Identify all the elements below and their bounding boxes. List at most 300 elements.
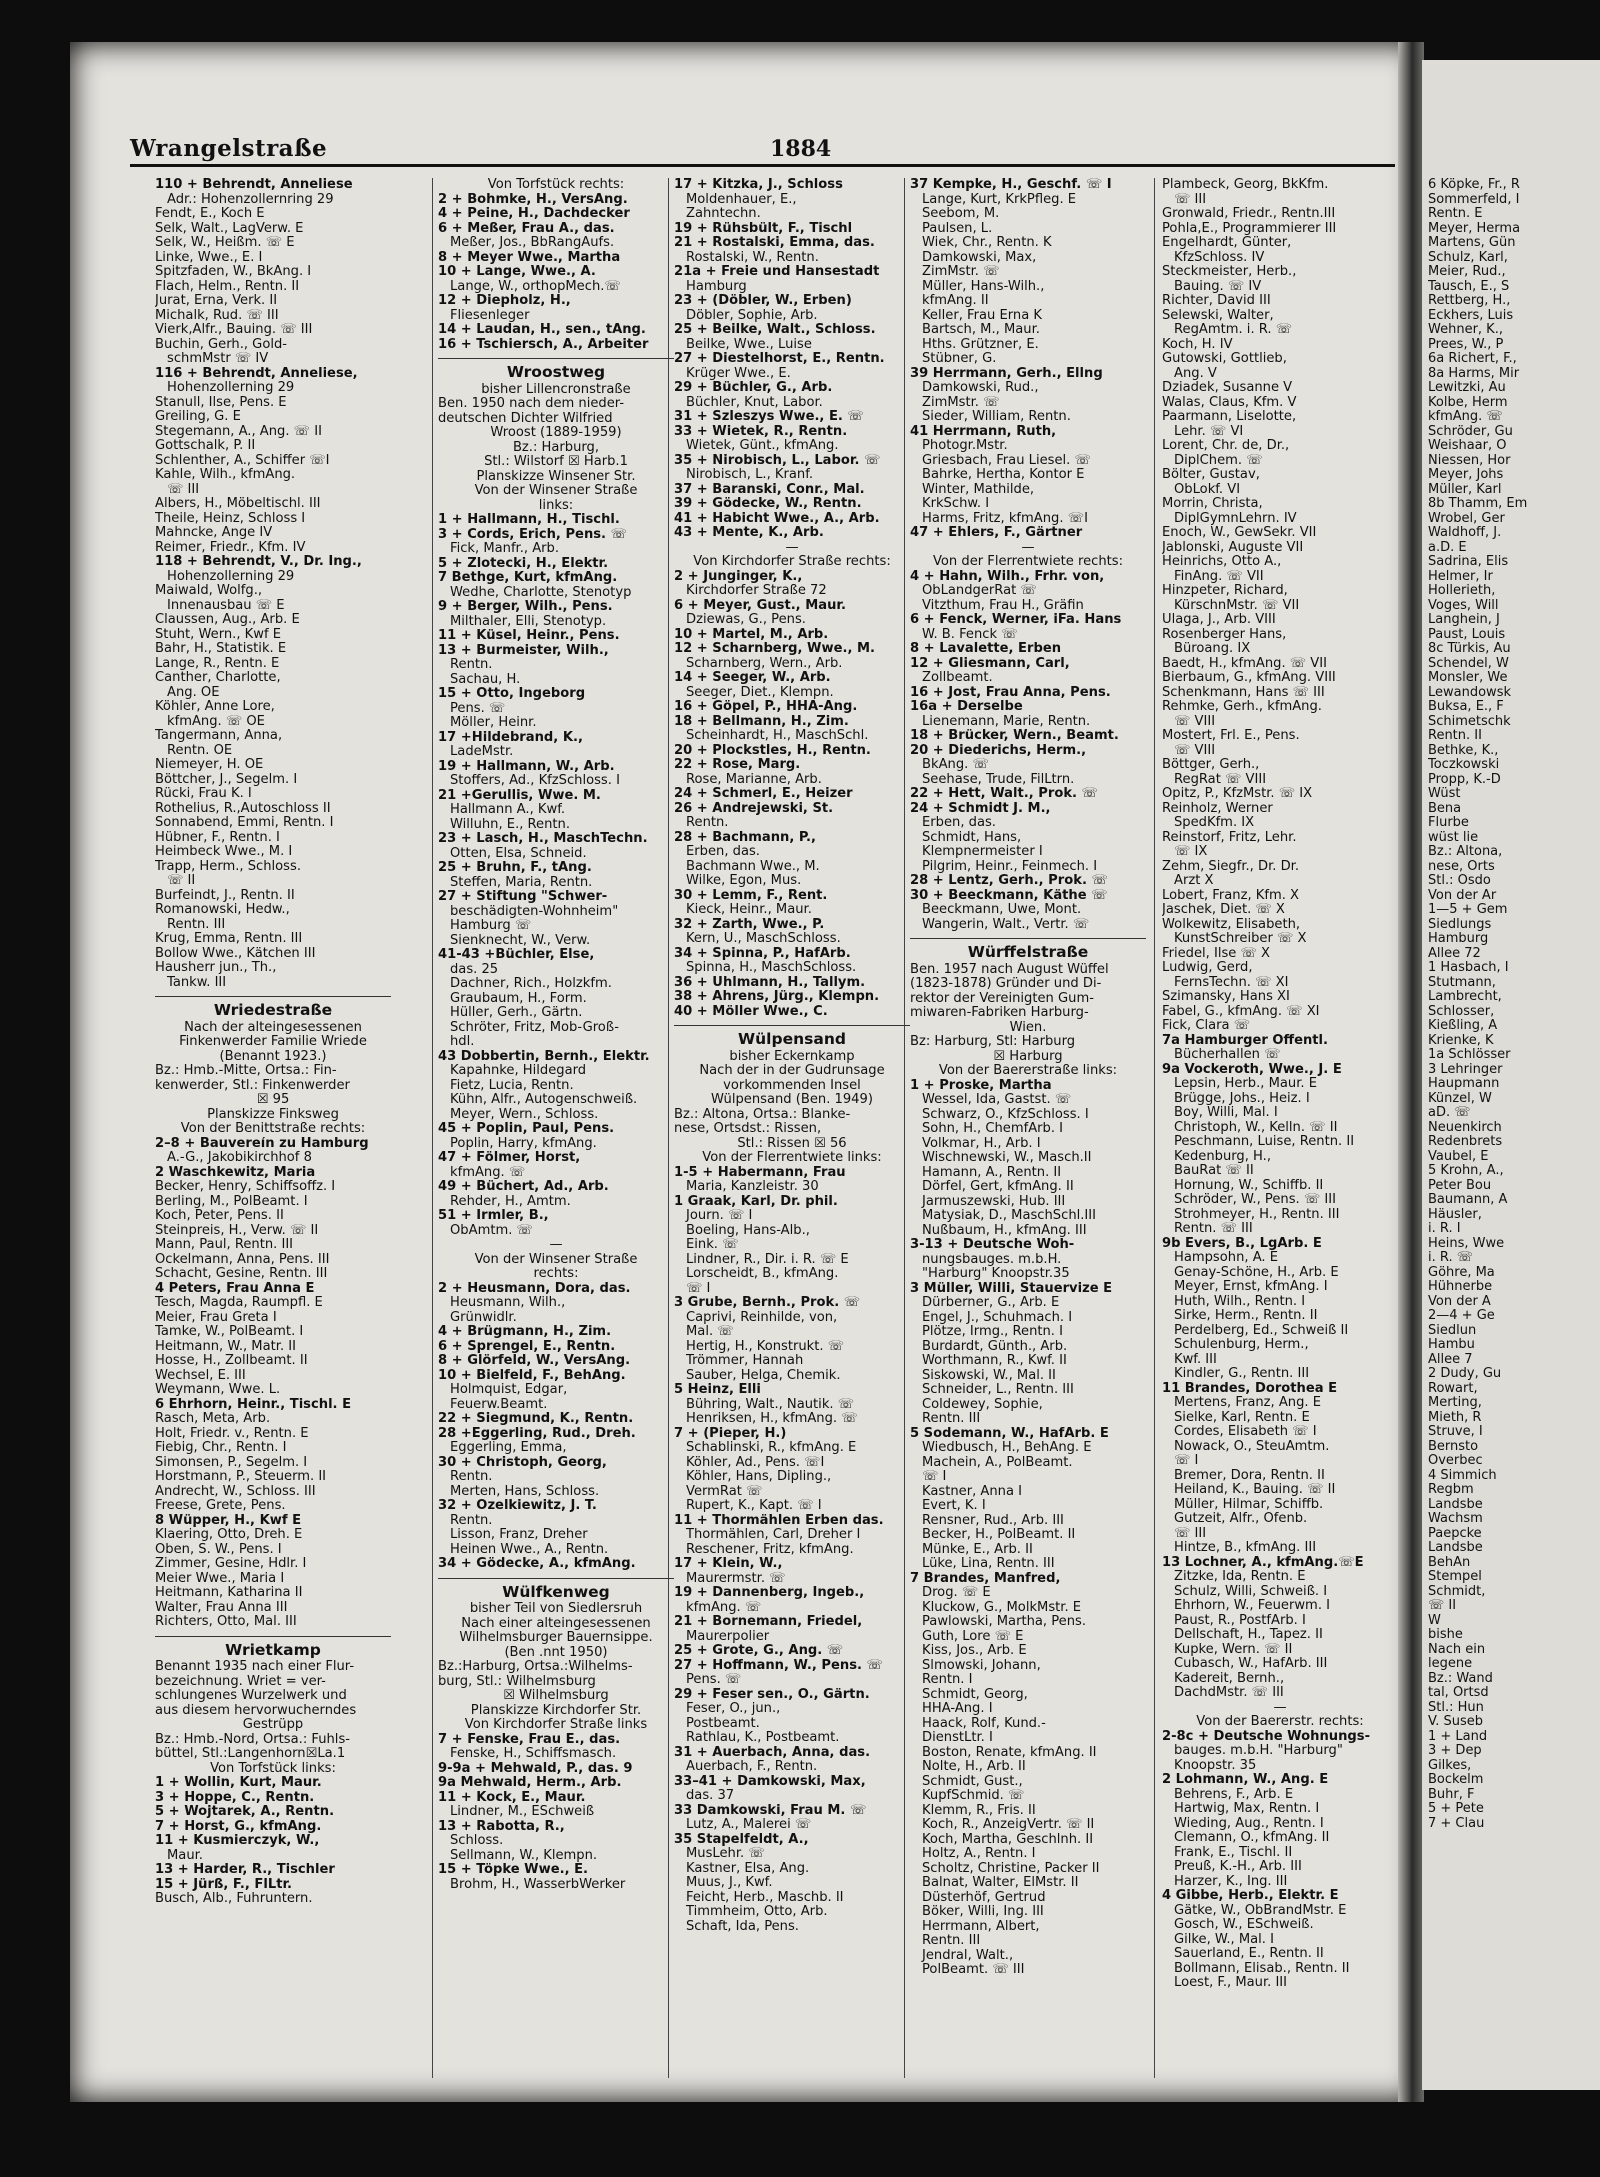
book-gutter — [1398, 42, 1424, 2102]
directory-entry: Baedt, H., kfmAng. ☏ VII — [1162, 656, 1327, 671]
facing-page-entry: 4 Simmich — [1428, 1468, 1497, 1483]
directory-entry: Bollow Wwe., Kätchen III — [155, 946, 316, 961]
facing-page-entry: a.D. E — [1428, 540, 1467, 555]
directory-entry: Reinstorf, Fritz, Lehr. — [1162, 830, 1297, 845]
directory-entry: RegAmtm. i. R. ☏ — [1174, 323, 1293, 337]
directory-entry: Zitzke, Ida, Rentn. E — [1174, 1570, 1306, 1584]
directory-entry: Dachner, Rich., Holzkfm. — [450, 977, 612, 991]
directory-entry: Rentn. OE — [167, 743, 233, 758]
directory-entry: DiplGymnLehrn. IV — [1174, 511, 1297, 526]
directory-entry: Hamburg ☏ — [450, 919, 532, 933]
directory-entry: Enoch, W., GewSekr. VII — [1162, 526, 1317, 540]
directory-entry: ☒ Wilhelmsburg — [503, 1689, 609, 1703]
facing-page-entry: Bethke, K., — [1428, 743, 1499, 758]
directory-entry: 13 + Burmeister, Wilh., — [438, 643, 609, 658]
directory-entry: 49 + Büchert, Ad., Arb. — [438, 1180, 609, 1194]
directory-entry: Nußbaum, H., kfmAng. III — [922, 1223, 1087, 1238]
directory-entry: (Ben .nnt 1950) — [504, 1645, 608, 1660]
directory-entry: Herrmann, Albert, — [922, 1919, 1040, 1934]
facing-page-entry: Weishaar, O — [1428, 439, 1507, 453]
directory-entry: Lange, R., Rentn. E — [155, 656, 280, 671]
directory-entry: Döbler, Sophie, Arb. — [686, 308, 818, 323]
directory-entry: Stl.: Wilstorf ☒ Harb.1 — [484, 455, 628, 469]
directory-entry: ☏ III — [1174, 1526, 1207, 1541]
facing-page-entry: Schulz, Karl, — [1428, 250, 1508, 265]
street-heading: Wrietkamp — [155, 1636, 391, 1658]
directory-entry: Vierk,Alfr., Bauing. ☏ III — [155, 323, 313, 337]
directory-entry: Jurat, Erna, Verk. II — [155, 294, 278, 308]
directory-entry: Schloss. — [450, 1834, 504, 1848]
directory-column-5 — [1162, 178, 1398, 2078]
directory-entry: 27 + Stiftung "Schwer- — [438, 890, 608, 904]
directory-entry: Walas, Claus, Kfm. V — [1162, 395, 1297, 410]
directory-entry: Wangerin, Walt., Vertr. ☏ — [922, 917, 1090, 932]
directory-entry: Mahncke, Ange IV — [155, 526, 273, 540]
directory-entry: Arzt X — [1174, 874, 1214, 888]
directory-entry: Kindler, G., Rentn. III — [1174, 1367, 1310, 1381]
facing-page-entry: Neuenkirch — [1428, 1120, 1502, 1135]
directory-entry: Adr.: Hohenzollernring 29 — [167, 192, 334, 207]
facing-page-entry: Allee 72 — [1428, 946, 1481, 961]
directory-entry: 41 Herrmann, Ruth, — [910, 424, 1057, 439]
directory-entry: 11 + Kock, E., Maur. — [438, 1790, 586, 1805]
directory-entry: 37 Kempke, H., Geschf. ☏ I — [910, 178, 1112, 192]
directory-entry: Kastner, Anna I — [922, 1484, 1022, 1499]
directory-entry: Bz.:Harburg, Ortsa.:Wilhelms- — [438, 1660, 633, 1674]
directory-entry: 9b Evers, B., LgArb. E — [1162, 1236, 1322, 1251]
directory-entry: 24 + Schmerl, E., Heizer — [674, 787, 853, 801]
directory-entry: 15 + Töpke Wwe., E. — [438, 1863, 589, 1877]
facing-page-entry: Rowart, — [1428, 1381, 1478, 1396]
directory-entry: — — [1273, 1700, 1287, 1715]
directory-entry: 22 + Hett, Walt., Prok. ☏ — [910, 787, 1098, 801]
facing-page-entry: Kolbe, Herm — [1428, 395, 1508, 410]
facing-page-entry: 1a Schlösser — [1428, 1048, 1511, 1062]
directory-entry: Vitzthum, Frau H., Gräfin — [922, 598, 1084, 613]
directory-entry: Bühring, Walt., Nautik. ☏ — [686, 1397, 855, 1412]
directory-entry: 116 + Behrendt, Anneliese, — [155, 366, 358, 381]
directory-entry: Hosse, H., Zollbeamt. II — [155, 1354, 308, 1368]
directory-entry: Wedhe, Charlotte, Stenotyp — [450, 585, 632, 600]
directory-entry: bisher Teil von Siedlersruh — [469, 1602, 643, 1616]
directory-entry: 10 + Lange, Wwe., A. — [438, 265, 596, 279]
directory-entry: Schneider, L., Rentn. III — [922, 1383, 1074, 1397]
directory-entry: 30 + Christoph, Georg, — [438, 1455, 607, 1470]
directory-entry: 31 + Auerbach, Anna, das. — [674, 1745, 871, 1760]
directory-entry: 4 + Brügmann, H., Zim. — [438, 1325, 612, 1339]
directory-entry: A.-G., Jakobikirchhof 8 — [167, 1151, 312, 1165]
directory-entry: Rentn. — [450, 1470, 493, 1484]
facing-page-entry: 8c Türkis, Au — [1428, 642, 1511, 656]
directory-entry: Von der Baererstr. rechts: — [1196, 1715, 1364, 1729]
directory-entry: 8 + Glörfeld, W., VersAng. — [438, 1354, 631, 1368]
directory-entry: Nowack, O., SteuAmtm. — [1174, 1439, 1330, 1454]
directory-entry: Machein, A., PolBeamt. — [922, 1455, 1073, 1470]
directory-entry: Albers, H., Möbeltischl. III — [155, 497, 321, 511]
directory-entry: Spinna, H., MaschSchloss. — [686, 961, 857, 975]
directory-entry: kfmAng. ☏ OE — [167, 714, 265, 729]
facing-page-entry: Merting, — [1428, 1396, 1482, 1410]
directory-entry: Lorent, Chr. de, Dr., — [1162, 439, 1290, 453]
directory-entry: 6 + Sprengel, E., Rentn. — [438, 1339, 616, 1354]
directory-entry: DachdMstr. ☏ III — [1174, 1686, 1284, 1700]
directory-entry: Hampsohn, A. E — [1174, 1251, 1279, 1265]
facing-page-entry: Wehner, K., — [1428, 323, 1503, 337]
directory-entry: bezeichnung. Wriet = ver- — [155, 1674, 326, 1689]
facing-page-entry: Rettberg, H., — [1428, 294, 1511, 308]
directory-entry: 17 + Kitzka, J., Schloss — [674, 178, 843, 192]
directory-entry: Rostalski, W., Rentn. — [686, 250, 819, 265]
directory-entry: Heiland, K., Bauing. ☏ II — [1174, 1483, 1336, 1497]
directory-entry: Busch, Alb., Fuhruntern. — [155, 1892, 313, 1906]
directory-entry: Reinholz, Werner — [1162, 801, 1273, 816]
directory-entry: ☏ IX — [1174, 845, 1208, 859]
directory-entry: 30 + Lemm, F., Rent. — [674, 888, 828, 903]
facing-page-entry: aD. ☏ — [1428, 1106, 1471, 1120]
directory-entry: Ben. 1950 nach dem nieder- — [438, 397, 625, 411]
directory-entry: Opitz, P., KfzMstr. ☏ IX — [1162, 787, 1313, 801]
facing-page-entry: Bockelm — [1428, 1773, 1484, 1787]
directory-entry: Keller, Frau Erna K — [922, 308, 1042, 323]
directory-entry: Bz.: Altona, Ortsa.: Blanke- — [674, 1107, 851, 1122]
directory-entry: 28 + Bachmann, P., — [674, 830, 817, 845]
directory-entry: kfmAng. ☏ — [686, 1600, 762, 1615]
directory-entry: links: — [538, 498, 574, 513]
directory-entry: Hartwig, Max, Rentn. I — [1174, 1802, 1320, 1816]
directory-entry: HHA-Ang. I — [922, 1702, 993, 1716]
facing-page-entry: Lewandowsk — [1428, 685, 1511, 700]
facing-page-entry: Toczkowski — [1428, 758, 1500, 772]
directory-entry: 6 Ehrhorn, Heinr., Tischl. E — [155, 1397, 352, 1412]
directory-entry: Szimansky, Hans XI — [1162, 990, 1290, 1004]
directory-entry: Andrecht, W., Schloss. III — [155, 1484, 316, 1499]
directory-entry: aus diesem hervorwucherndes — [155, 1703, 357, 1718]
directory-entry: Seehase, Trude, FilLtrn. — [922, 772, 1075, 787]
street-heading: Wriedestraße — [155, 996, 391, 1018]
directory-entry: DiplChem. ☏ — [1174, 453, 1263, 468]
directory-column-4 — [910, 178, 1146, 2078]
directory-entry: Sellmann, W., Klempn. — [450, 1848, 598, 1863]
directory-entry: Kirchdorfer Straße 72 — [686, 584, 827, 598]
directory-entry: Hübner, F., Rentn. I — [155, 830, 280, 845]
directory-entry: Kastner, Elsa, Ang. — [686, 1861, 810, 1876]
directory-entry: Schröter, Fritz, Mob-Groß- — [450, 1020, 620, 1035]
directory-entry: Holmquist, Edgar, — [450, 1383, 568, 1397]
directory-entry: Rentn. — [686, 816, 729, 830]
directory-entry: Böker, Willi, Ing. III — [922, 1905, 1044, 1919]
directory-entry: Ang. V — [1174, 366, 1217, 381]
directory-entry: Slmowski, Johann, — [922, 1658, 1041, 1673]
directory-entry: Heitmann, Katharina II — [155, 1586, 303, 1600]
facing-page-entry: Sadrina, Elis — [1428, 555, 1509, 569]
directory-entry: Beeckmann, Uwe, Mont. — [922, 903, 1082, 917]
directory-entry: Hüller, Gerh., Gärtn. — [450, 1006, 583, 1020]
directory-entry: — — [1021, 540, 1035, 555]
facing-page-entry: Landsbe — [1428, 1541, 1483, 1555]
facing-page-entry: Monsler, We — [1428, 671, 1508, 685]
directory-entry: Selk, W., Heißm. ☏ E — [155, 236, 295, 250]
directory-entry: Büroang. IX — [1174, 642, 1251, 656]
directory-entry: FernsTechn. ☏ XI — [1174, 975, 1289, 990]
directory-entry: Meßer, Jos., BbRangAufs. — [450, 236, 615, 250]
directory-entry: Brohm, H., WasserbWerker — [450, 1877, 626, 1892]
directory-entry: Lange, Kurt, KrkPfleg. E — [922, 192, 1077, 207]
directory-entry: 1 + Hallmann, H., Tischl. — [438, 513, 620, 527]
directory-entry: hdl. — [450, 1035, 475, 1049]
directory-entry: 14 + Seeger, W., Arb. — [674, 671, 831, 685]
facing-page-entry: Paust, Louis — [1428, 627, 1506, 642]
directory-entry: Pilgrim, Heinr., Feinmech. I — [922, 859, 1098, 874]
directory-entry: Hertig, H., Konstrukt. ☏ — [686, 1339, 845, 1354]
directory-entry: schlungenes Wurzelwerk und — [155, 1689, 347, 1703]
facing-page-entry: Von der Ar — [1428, 888, 1497, 903]
directory-entry: Tangermann, Anna, — [155, 729, 283, 743]
directory-entry: 41 + Habicht Wwe., A., Arb. — [674, 511, 880, 526]
directory-entry: Maurermstr. ☏ — [686, 1571, 786, 1586]
facing-page-entry: tal, Ortsd — [1428, 1686, 1489, 1700]
facing-page-entry: Bernsto — [1428, 1439, 1479, 1454]
directory-entry: 20 + Diederichs, Herm., — [910, 743, 1087, 758]
directory-entry: Paust, R., PostfArb. I — [1174, 1613, 1306, 1628]
facing-page-entry: Nach ein — [1428, 1642, 1486, 1657]
directory-entry: 45 + Poplin, Paul, Pens. — [438, 1122, 615, 1136]
facing-page-entry: Wüst — [1428, 787, 1461, 801]
directory-entry: Becker, Henry, Schiffsoffz. I — [155, 1180, 336, 1194]
directory-entry: 43 + Mente, K., Arb. — [674, 526, 824, 540]
directory-entry: 37 + Baranski, Conr., Mal. — [674, 482, 865, 497]
directory-entry: Flach, Helm., Rentn. II — [155, 279, 300, 294]
directory-entry: Kwf. III — [1174, 1352, 1217, 1367]
facing-page-entry: Eckhers, Luis — [1428, 308, 1514, 323]
directory-entry: Sachau, H. — [450, 672, 521, 687]
directory-entry: Von der Winsener Straße — [474, 484, 638, 498]
directory-entry: (Benannt 1923.) — [219, 1049, 327, 1064]
directory-entry: Dziewas, G., Pens. — [686, 613, 806, 627]
directory-entry: 7 Bethge, Kurt, kfmAng. — [438, 571, 618, 585]
directory-entry: Plötze, Irmg., Rentn. I — [922, 1325, 1063, 1339]
directory-entry: Canther, Charlotte, — [155, 671, 281, 685]
directory-entry: Jaschek, Diet. ☏ X — [1162, 903, 1285, 917]
directory-entry: ZimMstr. ☏ — [922, 395, 1000, 410]
directory-entry: Henriksen, H., kfmAng. ☏ — [686, 1412, 858, 1426]
facing-page-entry: Rentn. E — [1428, 207, 1483, 221]
directory-entry: Gestrüpp — [242, 1718, 304, 1732]
facing-page-entry: Müller, Karl — [1428, 482, 1502, 497]
directory-entry: Kiss, Jos., Arb. E — [922, 1644, 1027, 1658]
directory-entry: Feser, O., jun., — [686, 1702, 781, 1716]
directory-entry: Münke, E., Arb. II — [922, 1542, 1033, 1557]
directory-entry: Kieck, Heinr., Maur. — [686, 903, 812, 917]
directory-entry: Rothelius, R.,Autoschloss II — [155, 801, 331, 816]
directory-entry: Spitzfaden, W., BkAng. I — [155, 265, 312, 279]
directory-entry: 47 + Fölmer, Horst, — [438, 1151, 581, 1165]
facing-page-entry: Wrobel, Ger — [1428, 511, 1505, 526]
directory-entry: 1-5 + Habermann, Frau — [674, 1165, 846, 1180]
column-divider — [432, 178, 433, 2078]
directory-entry: 2 + Bohmke, H., VersAng. — [438, 192, 628, 207]
directory-entry: Poplin, Harry, kfmAng. — [450, 1136, 597, 1151]
directory-entry: Klempnermeister I — [922, 845, 1043, 859]
directory-entry: Köhler, Hans, Dipling., — [686, 1470, 832, 1484]
directory-entry: Muus, J., Kwf. — [686, 1876, 773, 1890]
directory-entry: Bücherhallen ☏ — [1174, 1048, 1281, 1062]
directory-entry: Paulsen, L. — [922, 221, 993, 236]
directory-entry: — — [549, 1238, 563, 1252]
directory-entry: 13 + Rabotta, R., — [438, 1819, 565, 1834]
directory-entry: Coldewey, Sophie, — [922, 1397, 1043, 1412]
directory-entry: Maria, Kanzleistr. 30 — [686, 1180, 819, 1194]
directory-entry: Krüger Wwe., E. — [686, 366, 791, 381]
directory-entry: Preuß, K.-H., Arb. III — [1174, 1860, 1302, 1874]
directory-entry: Sauerland, E., Rentn. II — [1174, 1947, 1324, 1961]
directory-entry: 23 + (Döbler, W., Erben) — [674, 294, 852, 308]
directory-entry: Nach der in der Gudrunsage — [699, 1064, 885, 1078]
directory-entry: Dellschaft, H., Tapez. II — [1174, 1628, 1323, 1642]
directory-entry: Burfeindt, J., Rentn. II — [155, 888, 295, 903]
directory-entry: 1 + Proske, Martha — [910, 1078, 1052, 1093]
directory-entry: Boston, Renate, kfmAng. II — [922, 1745, 1097, 1760]
directory-entry: 6 + Meßer, Frau A., das. — [438, 221, 615, 236]
facing-page-entry: Siedlun — [1428, 1323, 1477, 1338]
directory-entry: Reimer, Friedr., Kfm. IV — [155, 540, 306, 555]
facing-page-entry: Schlosser, — [1428, 1004, 1495, 1019]
facing-page — [1422, 60, 1600, 2090]
facing-page-entry: Mieth, R — [1428, 1410, 1482, 1425]
facing-page-entry: 2—4 + Ge — [1428, 1309, 1495, 1323]
facing-page-entry: Hambu — [1428, 1338, 1475, 1352]
facing-page-entry: wüst lie — [1428, 830, 1479, 845]
facing-page-entry: 3 + Dep — [1428, 1744, 1482, 1758]
directory-entry: Weymann, Wwe. L. — [155, 1383, 281, 1397]
directory-entry: Beilke, Wwe., Luise — [686, 337, 812, 352]
directory-entry: 11 + Kusmierczyk, W., — [155, 1834, 320, 1848]
directory-entry: 9-9a + Mehwald, P., das. 9 — [438, 1761, 633, 1776]
directory-entry: Klaering, Otto, Dreh. E — [155, 1528, 303, 1542]
directory-entry: 110 + Behrendt, Anneliese — [155, 178, 353, 192]
directory-entry: Lindner, M., ESchweiß — [450, 1805, 595, 1819]
directory-entry: Volkmar, H., Arb. I — [922, 1136, 1041, 1151]
directory-entry: 4 Peters, Frau Anna E — [155, 1281, 315, 1296]
directory-entry: 21 + Rostalski, Emma, das. — [674, 236, 875, 250]
directory-entry: 27 + Hoffmann, W., Pens. ☏ — [674, 1658, 883, 1673]
directory-entry: 51 + Irmler, B., — [438, 1209, 549, 1223]
directory-entry: Bahr, H., Statistik. E — [155, 642, 287, 656]
street-heading: Wülfkenweg — [438, 1578, 674, 1600]
directory-entry: Kern, U., MaschSchloss. — [686, 932, 841, 946]
directory-entry: Berling, M., PolBeamt. I — [155, 1194, 308, 1209]
directory-entry: Schenkmann, Hans ☏ III — [1162, 685, 1325, 700]
directory-entry: Clemann, O., kfmAng. II — [1174, 1831, 1330, 1845]
directory-entry: 38 + Ahrens, Jürg., Klempn. — [674, 990, 880, 1004]
directory-entry: Koch, Peter, Pens. II — [155, 1209, 284, 1223]
directory-entry: SpedKfm. IX — [1174, 816, 1255, 830]
directory-entry: Lehr. ☏ VI — [1174, 424, 1244, 439]
directory-entry: Müller, Hilmar, Schiffb. — [1174, 1497, 1324, 1512]
directory-entry: Balnat, Walter, ElMstr. II — [922, 1876, 1079, 1890]
directory-entry: Fabel, G., kfmAng. ☏ XI — [1162, 1004, 1320, 1019]
facing-page-entry: Helmer, Ir — [1428, 569, 1493, 584]
facing-page-entry: 1 + Land — [1428, 1729, 1488, 1744]
directory-entry: Harzer, K., Ing. III — [1174, 1874, 1288, 1889]
directory-entry: Sauber, Helga, Chemik. — [686, 1368, 841, 1383]
directory-entry: Holtz, A., Rentn. I — [922, 1847, 1036, 1861]
directory-entry: Gätke, W., ObBrandMstr. E — [1174, 1903, 1347, 1918]
facing-page-entry: Redenbrets — [1428, 1135, 1503, 1149]
directory-entry: Bz.: Hmb.-Mitte, Ortsa.: Fin- — [155, 1064, 337, 1078]
directory-entry: 47 + Ehlers, F., Gärtner — [910, 526, 1083, 540]
directory-entry: Steffen, Maria, Rentn. — [450, 875, 593, 890]
directory-entry: 33 Damkowski, Frau M. ☏ — [674, 1803, 867, 1818]
directory-entry: Bz.: Hmb.-Nord, Ortsa.: Fuhls- — [155, 1732, 350, 1747]
directory-entry: 22 + Siegmund, K., Rentn. — [438, 1412, 634, 1426]
directory-entry: Siskowski, W., Mal. II — [922, 1368, 1056, 1383]
directory-entry: Von der Flerrentwiete links: — [702, 1151, 882, 1165]
directory-entry: Dörfel, Gert, kfmAng. II — [922, 1180, 1074, 1194]
directory-entry: Seebom, M. — [922, 207, 1000, 221]
directory-entry: Krug, Emma, Rentn. III — [155, 932, 303, 946]
directory-entry: schmMstr ☏ IV — [167, 352, 269, 366]
facing-page-entry: Lewitzki, Au — [1428, 381, 1506, 395]
directory-entry: ☏ VIII — [1174, 714, 1216, 729]
directory-entry: Thormählen, Carl, Dreher I — [686, 1528, 861, 1542]
directory-entry: Rentn. — [450, 658, 493, 672]
facing-page-entry: 8b Thamm, Em — [1428, 497, 1528, 511]
directory-entry: 8 Wüpper, H., Kwf E — [155, 1513, 302, 1528]
directory-entry: 12 + Gliesmann, Carl, — [910, 656, 1070, 671]
facing-page-entry: Meier, Rud., — [1428, 265, 1506, 279]
directory-entry: Hausherr jun., Th., — [155, 961, 277, 975]
directory-entry: 16a + Derselbe — [910, 700, 1023, 714]
directory-entry: büttel, Stl.:Langenhorn☒La.1 — [155, 1747, 346, 1761]
directory-entry: Genay-Schöne, H., Arb. E — [1174, 1265, 1339, 1280]
directory-entry: Rentn. ☏ III — [1174, 1222, 1253, 1236]
directory-entry: DienstLtr. I — [922, 1731, 993, 1745]
facing-page-entry: i. R. I — [1428, 1222, 1461, 1236]
directory-entry: Ben. 1957 nach August Wüffel — [910, 962, 1109, 977]
directory-entry: Richters, Otto, Mal. III — [155, 1615, 297, 1629]
directory-entry: Steinpreis, H., Verw. ☏ II — [155, 1223, 319, 1238]
facing-page-entry: BehAn — [1428, 1555, 1471, 1570]
facing-page-entry: Overbec — [1428, 1454, 1483, 1468]
directory-entry: Mal. ☏ — [686, 1325, 734, 1339]
directory-entry: Tesch, Magda, Raumpfl. E — [155, 1296, 323, 1310]
directory-entry: Pens. ☏ — [686, 1673, 742, 1687]
facing-page-entry: Bena — [1428, 801, 1462, 816]
directory-entry: 22 + Rose, Marg. — [674, 758, 801, 772]
directory-entry: Niemeyer, H. OE — [155, 758, 264, 772]
directory-entry: kfmAng. II — [922, 294, 989, 308]
directory-entry: 40 + Möller Wwe., C. — [674, 1004, 828, 1019]
directory-entry: Meyer, Wern., Schloss. — [450, 1107, 599, 1122]
directory-entry: Wilke, Egon, Mus. — [686, 874, 802, 888]
directory-entry: Walter, Frau Anna III — [155, 1600, 288, 1615]
directory-entry: 2-8c + Deutsche Wohnungs- — [1162, 1729, 1371, 1744]
directory-entry: Gutowski, Gottlieb, — [1162, 352, 1287, 366]
directory-entry: Graubaum, H., Form. — [450, 991, 587, 1006]
facing-page-entry: Voges, Will — [1428, 598, 1499, 613]
directory-entry: Fick, Clara ☏ — [1162, 1019, 1251, 1033]
facing-page-entry: Langhein, J — [1428, 613, 1500, 627]
directory-entry: Heitmann, W., Matr. II — [155, 1339, 296, 1354]
directory-entry: Romanowski, Hedw., — [155, 903, 290, 917]
directory-entry: Ockelmann, Anna, Pens. III — [155, 1252, 330, 1267]
directory-entry: BauRat ☏ II — [1174, 1164, 1254, 1178]
directory-entry: Kluckow, G., MolkMstr. E — [922, 1600, 1082, 1615]
facing-page-entry: Vaubel, E — [1428, 1149, 1489, 1164]
directory-entry: Rentn. — [450, 1513, 493, 1528]
facing-page-entry: Allee 7 — [1428, 1352, 1473, 1367]
directory-entry: Von Kirchdorfer Straße links — [464, 1718, 648, 1732]
